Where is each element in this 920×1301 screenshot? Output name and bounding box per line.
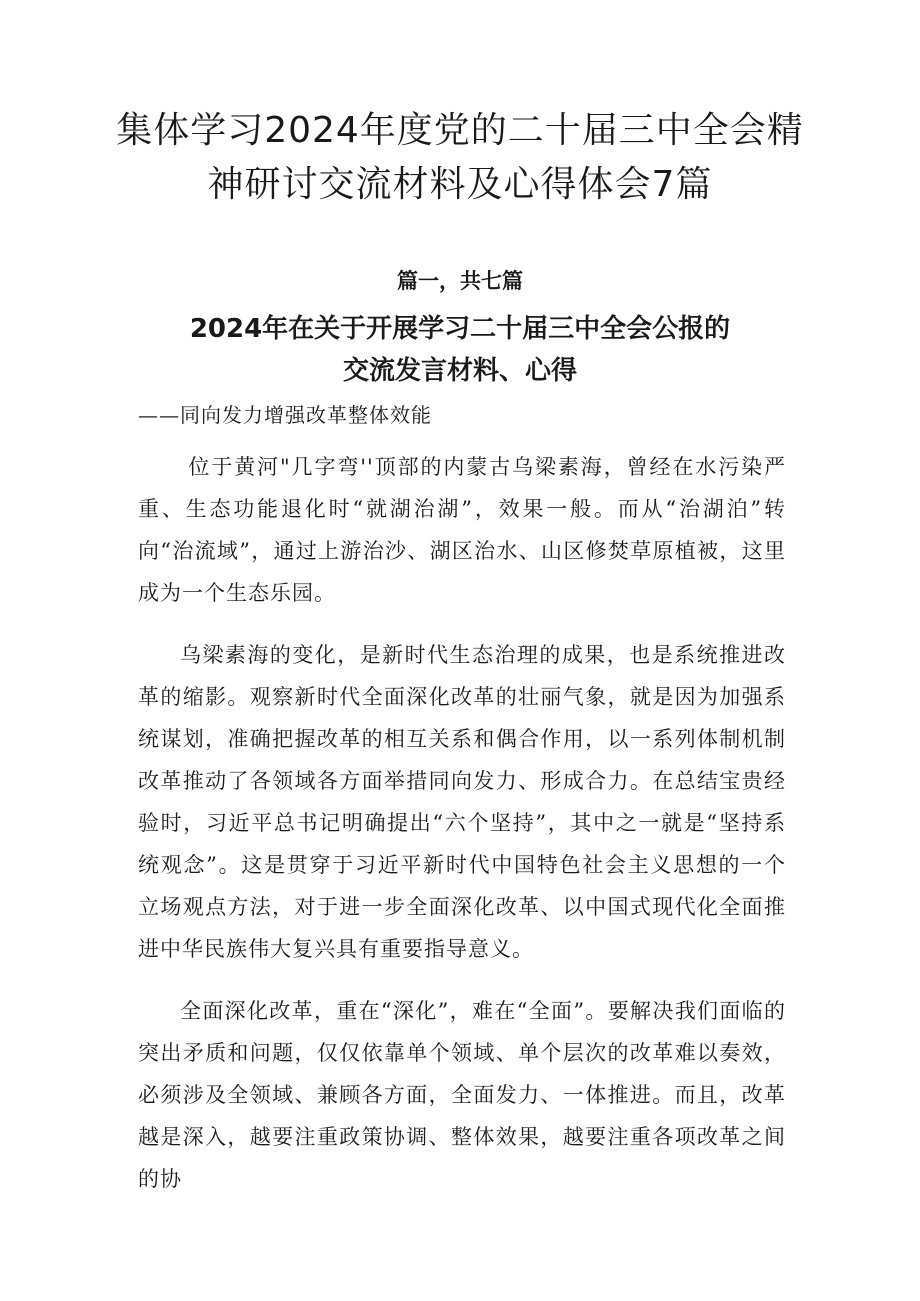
- paragraph-3: 全面深化改革，重在“深化”，难在“全面”。要解决我们面临的突出矛质和问题，仅仅依靠单个领域、单个层次的改革难以奏效，必须涉及全领域、兼顾各方面，全面发力、一体推进。而且，改革越是深入，越要注重政策协调、整体效果，越要注重各项改革之间的协: [138, 999, 786, 1191]
- body-text: [138, 446, 786, 1220]
- document-title-line-2: 神研讨交流材料及心得体会7篇: [207, 164, 713, 205]
- section-title: [100, 308, 820, 392]
- section-label: 篇一，共七篇: [397, 269, 523, 293]
- paragraph-1: 位于黄河"几字弯''顶部的内蒙古乌梁素海，曾经在水污染严重、生态功能退化时“就湖治湖”，效果一般。而从“治湖泊”转向“治流域”，通过上游治沙、湖区治水、山区修焚草原植被，这里成为一个生态乐园。: [138, 455, 786, 605]
- section-title-line-2: 交流发言材料、心得: [342, 356, 577, 386]
- section-title-line-1: 2024年在关于开展学习二十届三中全会公报的: [189, 314, 731, 344]
- paragraph-2: 乌梁素海的变化，是新时代生态治理的成果，也是系统推进改革的缩影。观察新时代全面深化改革的壮丽气象，就是因为加强系统谋划，准确把握改革的相互关系和偶合作用，以一系列体制机制改革推动了各领域各方面举措同向发力、形成合力。在总结宝贵经验时，习近平总书记明确提出“六个坚持”，其中之一就是“坚持系统观念”。这是贯穿于习近平新时代中国特色社会主义思想的一个立场观点方法，对于进一步全面深化改革、以中国式现代化全面推进中华民族伟大复兴具有重要指导意义。: [138, 643, 786, 961]
- document-title: [80, 104, 840, 212]
- section-subtitle: ——同向发力增强改革整体效能: [138, 403, 432, 427]
- document-title-line-1: 集体学习2024年度党的二十届三中全会精: [116, 110, 804, 151]
